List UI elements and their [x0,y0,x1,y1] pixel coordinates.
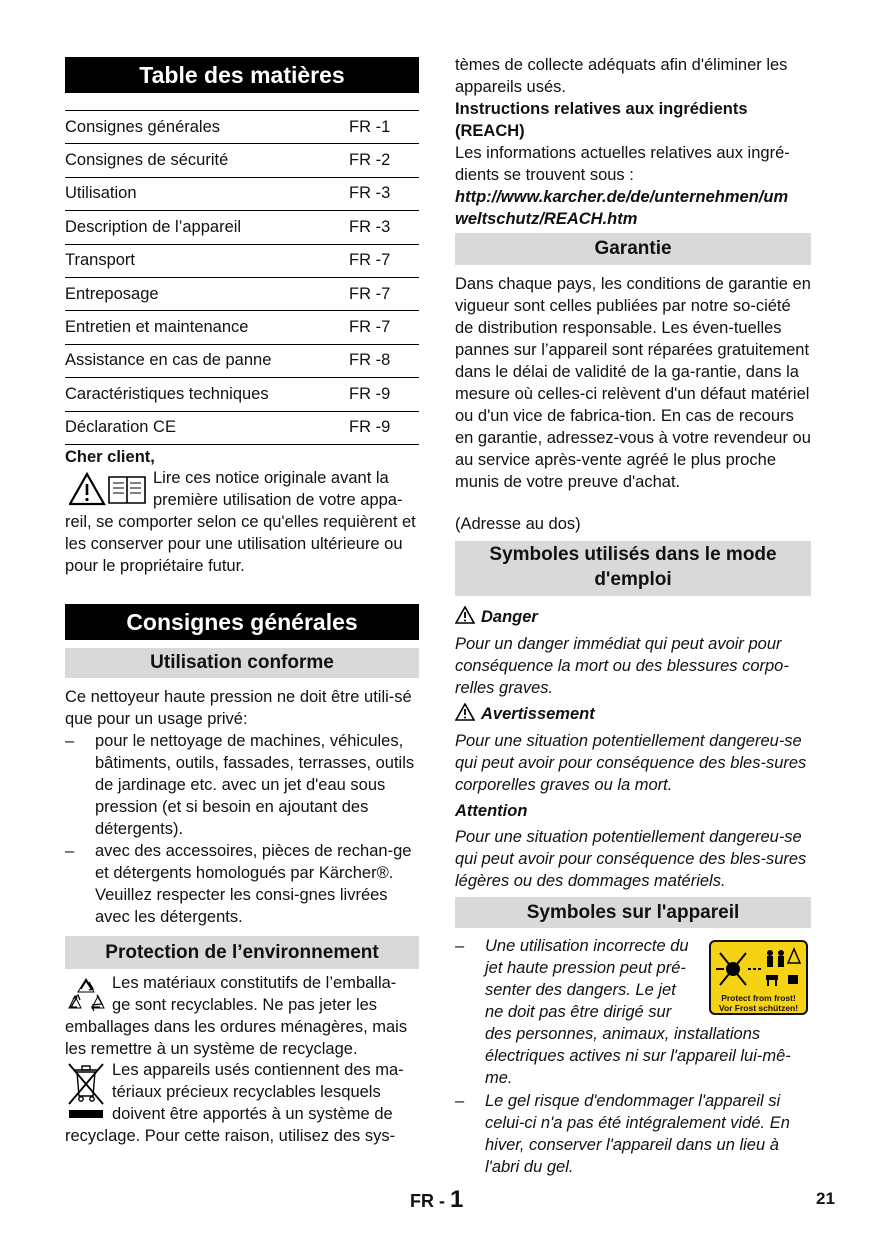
toc-row[interactable]: Entreposage FR -7 [65,278,419,311]
device-symbol-item-2 [455,1090,811,1178]
danger-label: Danger [481,608,538,626]
intro-line-1: Lire ces notice originale avant la [153,469,389,487]
env-line-1: Les matériaux constitutifs de l’emballa- [112,974,397,992]
toc-row[interactable]: Transport FR -7 [65,245,419,278]
list-item: – pour le nettoyage de machines, véhicules, bâtiments, outils, fassades, terrasses, outils de jardinage etc. avec un jet d'eau sous pression (et si besoin en ajoutant des détergents). [65,730,419,840]
heading-environment: Protection de l’environnement [65,936,419,969]
dev1-line-4: ne doit pas être dirigé sur [485,1003,672,1021]
heading-device-symbols: Symboles sur l'appareil [455,897,811,928]
label-text: Protect from frost! Vor Frost schützen! [718,993,799,1013]
list-item: – avec des accessoires, pièces de rechan-ge et détergents homologués par Kärcher®. Veuillez respecter les consi-gnes livrées avec les détergents. [65,840,419,928]
reach-link[interactable]: http://www.karcher.de/de/unternehmen/umweltschutz/REACH.htm [455,188,789,228]
device-symbol-item-1: – Une utilisation incorrecte du jet haute pression peut pré- senter des dangers. Le jet ne doit pas être dirigé sur des personnes, animaux, installations électriques actives ni sur l'appareil lui-mê-me. [455,935,811,1089]
attention-text: Pour une situation potentiellement dangereu-se qui peut avoir pour conséquence des bles-sures légères ou des dommages matériels. [455,828,807,890]
footer-section-number: FR - 1 [410,1186,464,1213]
disposal-text: tèmes de collecte adéquats afin d'éliminer les appareils usés. [455,56,788,96]
heading-symbols: Symboles utilisés dans le mode d'emploi [455,541,811,596]
env-text: emballages dans les ordures ménagères, mais les remettre à un système de recyclage. [65,1018,408,1058]
list-item: – Le gel risque d'endommager l'appareil si celui-ci n'a pas été intégralement vidé. En hiver, conserver l'appareil dans un lieu à l'abri du gel. [455,1090,811,1178]
weee-line-1: Les appareils usés contiennent des ma- [112,1061,404,1079]
weee-line-2: tériaux précieux recyclables lesquels [112,1083,381,1101]
heading-usage: Utilisation conforme [65,648,419,678]
warning-read-manual-icon [69,471,149,507]
dev1-line-1: Une utilisation incorrecte du [485,937,689,955]
crossed-bin-icon [67,1062,105,1122]
page-number: 21 [816,1189,835,1208]
danger-text: Pour un danger immédiat qui peut avoir pour conséquence la mort ou des blessures corpo-relles graves. [455,635,789,697]
toc-row[interactable]: Assistance en cas de panne FR -8 [65,345,419,378]
toc-row[interactable]: Déclaration CE FR -9 [65,412,419,445]
dev1-rest: des personnes, animaux, installations électriques actives ni sur l'appareil lui-mê-me. [485,1025,791,1087]
weee-line-4: recyclage. Pour cette raison, utilisez des sys- [65,1127,396,1145]
weee-line-3: doivent être apportés à un système de [112,1105,393,1123]
heading-warranty: Garantie [455,233,811,265]
reach-title: Instructions relatives aux ingrédients (REACH) [455,100,748,140]
no-spray-pictogram-icon [714,945,804,991]
reach-text: Les informations actuelles relatives aux ingré-dients se trouvent sous : [455,144,790,184]
device-warning-label [709,940,808,1015]
toc-row[interactable]: Utilisation FR -3 [65,178,419,211]
toc-row[interactable]: Consignes générales FR -1 [65,111,419,144]
toc-row[interactable]: Caractéristiques techniques FR -9 [65,378,419,411]
danger-heading [455,606,811,628]
usage-text: Ce nettoyeur haute pression ne doit être utili-sé que pour un usage privé: [65,688,412,728]
toc-row[interactable]: Description de l’appareil FR -3 [65,211,419,244]
section-title-general: Consignes générales [65,604,419,640]
recycle-icon [67,977,107,1015]
greeting: Cher client, [65,448,155,466]
warranty-text: Dans chaque pays, les conditions de garantie en vigueur sont celles publiées par notre so-ciété de distribution responsable. Les éven-tuelles pannes sur l’appareil sont réparées gratuitement dans le délai de validité de la ga-rantie, dans la mesure où celles-ci relèvent d'un défaut matériel ou d'un vice de fabrica-tion. En cas de recours en garantie, adressez-vous à votre revendeur ou au service après-vente agréé le plus proche munis de votre preuve d'achat. [455,275,811,491]
table-of-contents [65,110,419,445]
warning-heading [455,703,811,725]
warning-label: Avertissement [481,705,595,723]
dev1-line-3: senter des dangers. Le jet [485,981,676,999]
env-line-2: ge sont recyclables. Ne pas jeter les [112,996,378,1014]
warning-icon [455,606,475,624]
intro-line-2: première utilisation de votre appa- [153,491,403,509]
toc-row[interactable]: Entretien et maintenance FR -7 [65,311,419,344]
toc-row[interactable]: Consignes de sécurité FR -2 [65,144,419,177]
warning-icon [455,703,475,721]
warning-text: Pour une situation potentiellement dangereu-se qui peut avoir pour conséquence des bles-sures corporelles graves ou la mort. [455,732,807,794]
intro-text: reil, se comporter selon ce qu'elles requièrent et les conserver pour une utilisation ultérieure ou pour le propriétaire futur. [65,513,416,575]
usage-list [65,730,419,928]
dev1-line-2: jet haute pression peut pré- [485,959,686,977]
toc-title: Table des matières [65,57,419,93]
warranty-address: (Adresse au dos) [455,515,581,533]
attention-label: Attention [455,802,528,820]
